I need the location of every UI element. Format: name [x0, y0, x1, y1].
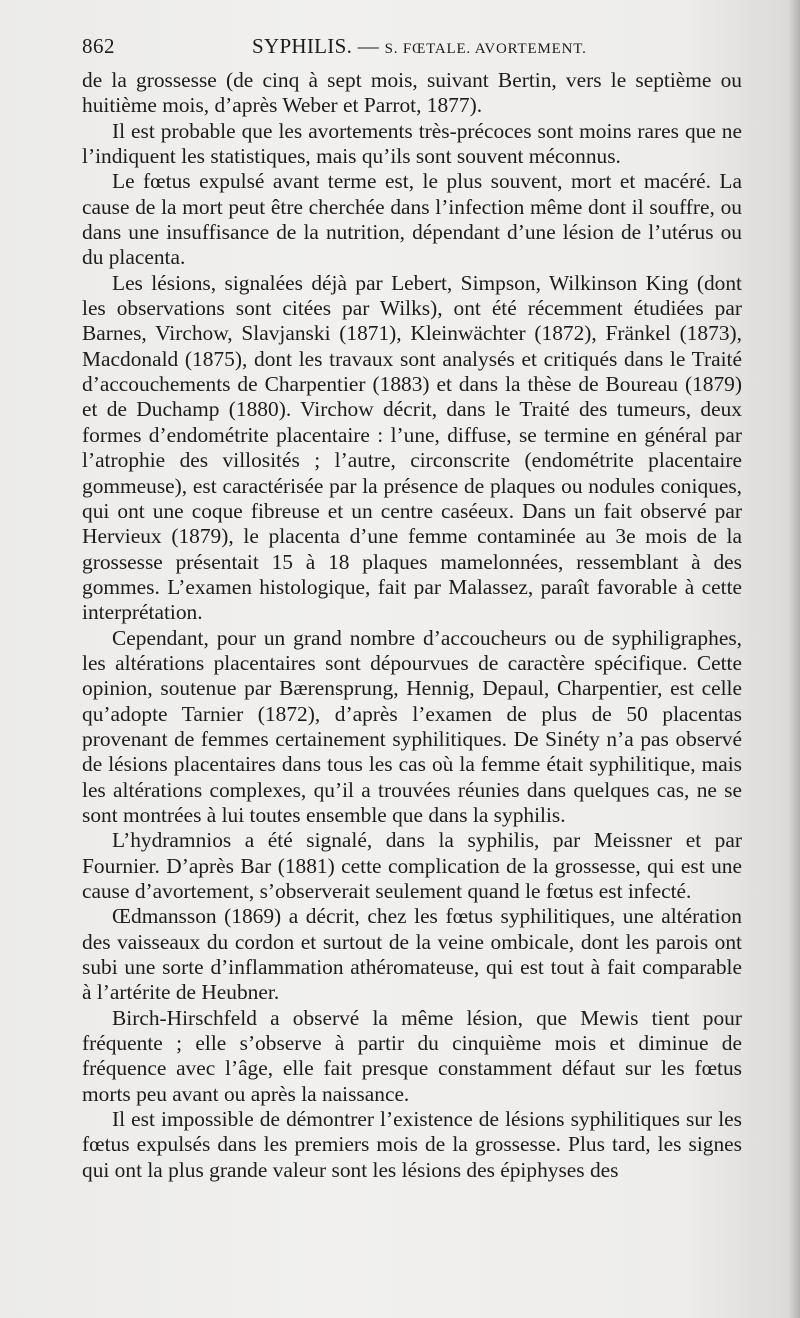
- running-head-dash: —: [357, 34, 380, 58]
- running-head-subtitle: S. FŒTALE. AVORTEMENT.: [384, 41, 587, 57]
- paragraph: Cependant, pour un grand nombre d’accoucheurs ou de syphiligraphes, les altérations placentaires sont dépourvues de caractère spécifique. Cette opinion, soutenue par Bærensprung, Hennig, Depaul, Charpentier, est celle qu’adopte Tarnier (1872), d’après l’examen de plus de 50 placentas provenant de femmes certainement syphilitiques. De Sinéty n’a pas observé de lésions placentaires dans tous les cas où la femme était syphilitique, mais les altérations complexes, qu’il a trouvées réunies dans quelques cas, ne se sont montrées à lui toutes ensemble que dans la syphilis.: [82, 625, 742, 827]
- paragraph: Œdmansson (1869) a décrit, chez les fœtus syphilitiques, une altération des vaisseaux du cordon et surtout de la veine ombicale, dont les parois ont subi une sorte d’inflammation athéromateuse, qui est tout à fait comparable à l’artérite de Heubner.: [82, 904, 742, 1005]
- paragraph: Il est probable que les avortements très-précoces sont moins rares que ne l’indiquent les statistiques, mais qu’ils sont souvent méconnus.: [82, 118, 742, 169]
- paragraph: Le fœtus expulsé avant terme est, le plus souvent, mort et macéré. La cause de la mort peut être cherchée dans l’infection même dont il souffre, ou dans une insuffisance de la nutrition, dépendant d’une lésion de l’utérus ou du placenta.: [82, 169, 742, 270]
- body-text: [82, 68, 742, 1183]
- page-edge-shadow: [788, 0, 800, 1318]
- paragraph-continuation: de la grossesse (de cinq à sept mois, suivant Bertin, vers le septième ou huitième mois, d’après Weber et Parrot, 1877).: [82, 68, 742, 118]
- running-head-title: SYPHILIS.: [252, 34, 353, 58]
- paragraph: L’hydramnios a été signalé, dans la syphilis, par Meissner et par Fournier. D’après Bar (1881) cette complication de la grossesse, qui est une cause d’avortement, s’observerait seulement quand le fœtus est infecté.: [82, 828, 742, 903]
- page-number: 862: [82, 34, 115, 58]
- paragraph: Birch-Hirschfeld a observé la même lésion, que Mewis tient pour fréquente ; elle s’observe à partir du cinquième mois et diminue de fréquence avec l’âge, elle fait presque constamment défaut sur les fœtus morts peu avant ou après la naissance.: [82, 1005, 742, 1106]
- page-header: [82, 34, 752, 60]
- paragraph: Il est impossible de démontrer l’existence de lésions syphilitiques sur les fœtus expulsés dans les premiers mois de la grossesse. Plus tard, les signes qui ont la plus grande valeur sont les lésions des épiphyses des: [82, 1107, 742, 1182]
- paragraph: Les lésions, signalées déjà par Lebert, Simpson, Wilkinson King (dont les observations sont citées par Wilks), ont été récemment étudiées par Barnes, Virchow, Slavjanski (1871), Kleinwächter (1872), Fränkel (1873), Macdonald (1875), dont les travaux sont analysés et critiqués dans le Traité d’accouchements de Charpentier (1883) et dans la thèse de Boureau (1879) et de Duchamp (1880). Virchow décrit, dans le Traité des tumeurs, deux formes d’endométrite placentaire : l’une, diffuse, se termine en général par l’atrophie des villosités ; l’autre, circonscrite (endométrite placentaire gommeuse), est caractérisée par la présence de plaques ou nodules coniques, qui ont une coque fibreuse et un centre caséeux. Dans un fait observé par Hervieux (1879), le placenta d’une femme contaminée au 3e mois de la grossesse présentait 15 à 18 plaques mamelonnées, ressemblant à des gommes. L’examen histologique, fait par Malassez, paraît favorable à cette interprétation.: [82, 270, 742, 625]
- running-head: [252, 34, 587, 59]
